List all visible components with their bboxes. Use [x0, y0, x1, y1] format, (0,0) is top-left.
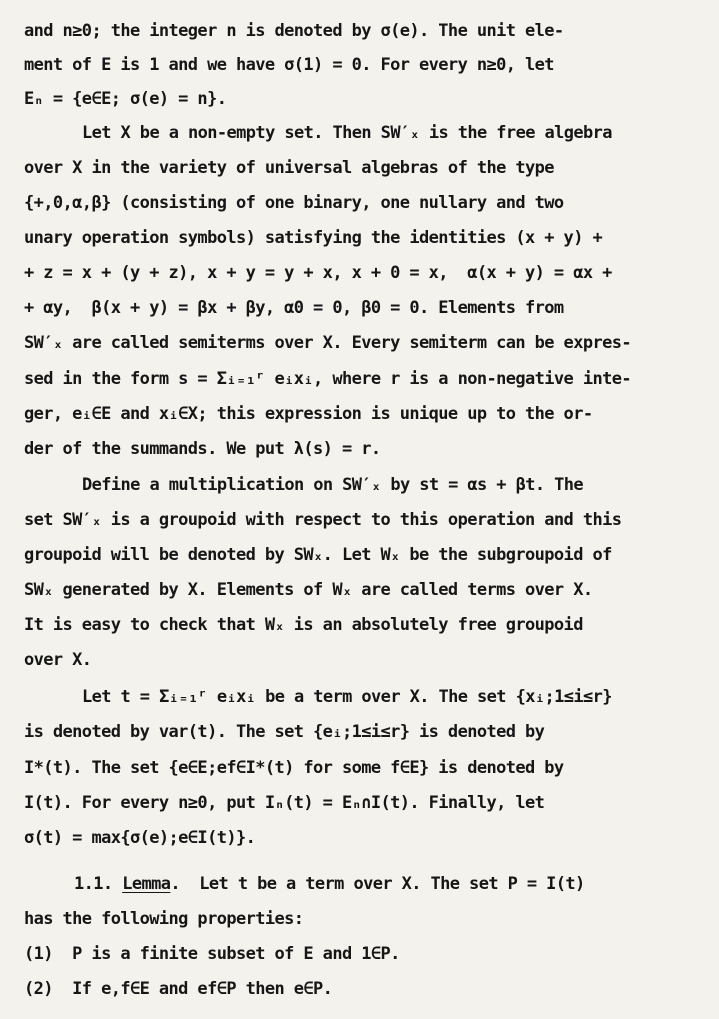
- list-item: (2) If e,f∈E and ef∈P then e∈P.: [24, 979, 333, 999]
- text-line: over X.: [24, 650, 92, 670]
- list-item: (1) P is a finite subset of E and 1∈P.: [24, 944, 400, 964]
- text-line: ment of E is 1 and we have σ(1) = 0. For every n≥0, let: [24, 55, 554, 75]
- text-line: is denoted by var(t). The set {eᵢ;1≤i≤r} is denoted by: [24, 722, 545, 742]
- text-line: and n≥0; the integer n is denoted by σ(e). The unit ele-: [24, 21, 564, 41]
- text-line: ger, eᵢ∈E and xᵢ∈X; this expression is unique up to the or-: [24, 404, 593, 424]
- text-line: + αy, β(x + y) = βx + βy, α0 = 0, β0 = 0. Elements from: [24, 298, 564, 318]
- text-line: Let t = Σᵢ₌₁ʳ eᵢxᵢ be a term over X. The set {xᵢ;1≤i≤r}: [82, 687, 612, 707]
- lemma-heading: [74, 867, 585, 901]
- text-line: sed in the form s = Σᵢ₌₁ʳ eᵢxᵢ, where r is a non-negative inte-: [24, 369, 631, 389]
- text-line: It is easy to check that Wₓ is an absolutely free groupoid: [24, 615, 583, 635]
- text-line: I(t). For every n≥0, put Iₙ(t) = Eₙ∩I(t). Finally, let: [24, 793, 545, 813]
- text-line: unary operation symbols) satisfying the identities (x + y) +: [24, 228, 603, 248]
- text-line: Define a multiplication on SW′ₓ by st = αs + βt. The: [82, 475, 584, 495]
- text-line: I*(t). The set {e∈E;ef∈I*(t) for some f∈E} is denoted by: [24, 758, 564, 778]
- text-line: groupoid will be denoted by SWₓ. Let Wₓ be the subgroupoid of: [24, 545, 612, 565]
- text-line: der of the summands. We put λ(s) = r.: [24, 439, 381, 459]
- text-line: over X in the variety of universal algebras of the type: [24, 158, 554, 178]
- text-line: + z = x + (y + z), x + y = y + x, x + 0 = x, α(x + y) = αx +: [24, 263, 612, 283]
- text-line: SW′ₓ are called semiterms over X. Every semiterm can be expres-: [24, 333, 631, 353]
- text-line: Let X be a non-empty set. Then SW′ₓ is the free algebra: [82, 123, 612, 143]
- text-line: set SW′ₓ is a groupoid with respect to this operation and this: [24, 510, 622, 530]
- text-line: Eₙ = {e∈E; σ(e) = n}.: [24, 89, 227, 109]
- lemma-statement: . Let t be a term over X. The set P = I(t): [170, 874, 585, 894]
- text-line: {+,0,α,β} (consisting of one binary, one nullary and two: [24, 193, 564, 213]
- lemma-word: Lemma: [122, 874, 171, 894]
- text-line: has the following properties:: [24, 909, 304, 929]
- lemma-number: 1.1.: [74, 874, 113, 894]
- text-line: SWₓ generated by X. Elements of Wₓ are called terms over X.: [24, 580, 593, 600]
- text-line: σ(t) = max{σ(e);e∈I(t)}.: [24, 828, 256, 848]
